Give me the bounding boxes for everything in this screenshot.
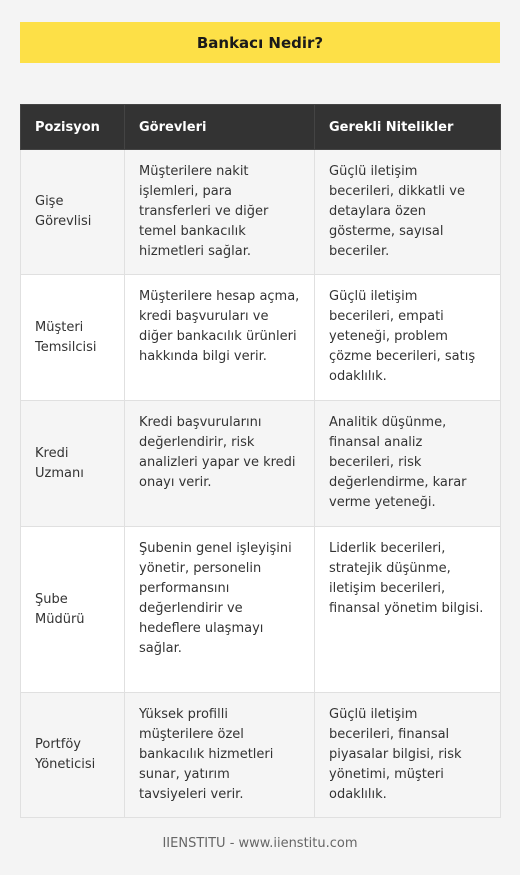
table-row	[21, 527, 501, 693]
table-body	[21, 150, 501, 818]
table-row	[21, 275, 501, 401]
table-header	[21, 105, 501, 150]
table-row	[21, 693, 501, 818]
table-row	[21, 150, 501, 275]
header-qualifications: Gerekli Nitelikler	[315, 105, 501, 150]
cell-duties: Şubenin genel işleyişini yönetir, personelin performansını değerlendirir ve hedeflere ulaşmayı sağlar.	[125, 527, 315, 693]
cell-position: Gişe Görevlisi	[21, 150, 125, 275]
header-position: Pozisyon	[21, 105, 125, 150]
cell-qualifications: Liderlik becerileri, stratejik düşünme, iletişim becerileri, finansal yönetim bilgisi.	[315, 527, 501, 693]
cell-qualifications: Analitik düşünme, finansal analiz becerileri, risk değerlendirme, karar verme yeteneği.	[315, 401, 501, 527]
cell-duties: Müşterilere nakit işlemleri, para transferleri ve diğer temel bankacılık hizmetleri sağlar.	[125, 150, 315, 275]
table-header-row	[21, 105, 501, 150]
cell-position: Müşteri Temsilcisi	[21, 275, 125, 401]
cell-qualifications: Güçlü iletişim becerileri, dikkatli ve detaylara özen gösterme, sayısal beceriler.	[315, 150, 501, 275]
page-title: Bankacı Nedir?	[20, 22, 500, 63]
cell-position: Portföy Yöneticisi	[21, 693, 125, 818]
header-duties: Görevleri	[125, 105, 315, 150]
table-row	[21, 401, 501, 527]
cell-qualifications: Güçlü iletişim becerileri, finansal piyasalar bilgisi, risk yönetimi, müşteri odaklılık.	[315, 693, 501, 818]
banker-positions-table	[20, 104, 501, 818]
cell-duties: Kredi başvurularını değerlendirir, risk analizleri yapar ve kredi onayı verir.	[125, 401, 315, 527]
cell-duties: Müşterilere hesap açma, kredi başvuruları ve diğer bankacılık ürünleri hakkında bilgi verir.	[125, 275, 315, 401]
cell-position: Kredi Uzmanı	[21, 401, 125, 527]
cell-duties: Yüksek profilli müşterilere özel bankacılık hizmetleri sunar, yatırım tavsiyeleri verir.	[125, 693, 315, 818]
cell-position: Şube Müdürü	[21, 527, 125, 693]
cell-qualifications: Güçlü iletişim becerileri, empati yeteneği, problem çözme becerileri, satış odaklılık.	[315, 275, 501, 401]
footer-credit: IIENSTITU - www.iienstitu.com	[162, 836, 358, 851]
